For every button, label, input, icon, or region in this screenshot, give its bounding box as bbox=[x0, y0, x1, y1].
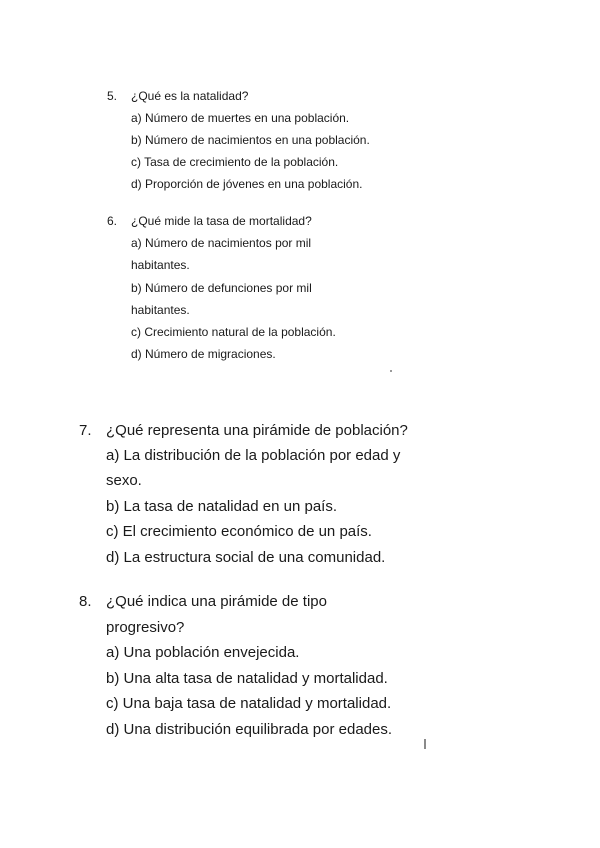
question-text-cont: progresivo? bbox=[106, 619, 185, 636]
question-text: ¿Qué indica una pirámide de tipo bbox=[106, 593, 327, 610]
option-b: b) Número de nacimientos en una población. bbox=[131, 133, 370, 147]
question-number: 7. bbox=[79, 422, 92, 439]
option-c: c) El crecimiento económico de un país. bbox=[106, 523, 372, 540]
option-b: b) La tasa de natalidad en un país. bbox=[106, 498, 338, 515]
question-number: 8. bbox=[79, 593, 92, 610]
option-a: a) Una población envejecida. bbox=[106, 644, 300, 661]
option-c: c) Una baja tasa de natalidad y mortalidad. bbox=[106, 695, 392, 712]
question-number: 5. bbox=[107, 89, 118, 103]
option-a-cont: sexo. bbox=[106, 472, 142, 489]
option-b-cont: habitantes. bbox=[131, 303, 190, 317]
cursor-mark bbox=[424, 739, 426, 749]
option-d: d) La estructura social de una comunidad. bbox=[106, 549, 386, 566]
option-c: c) Crecimiento natural de la población. bbox=[131, 325, 336, 339]
option-b: b) Una alta tasa de natalidad y mortalidad. bbox=[106, 670, 388, 687]
option-d: d) Una distribución equilibrada por edades. bbox=[106, 721, 393, 738]
question-number: 6. bbox=[107, 214, 118, 228]
scan-speck bbox=[390, 370, 392, 372]
option-c: c) Tasa de crecimiento de la población. bbox=[131, 155, 339, 169]
option-a: a) La distribución de la población por edad y bbox=[106, 447, 401, 464]
option-a: a) Número de muertes en una población. bbox=[131, 111, 350, 125]
option-b: b) Número de defunciones por mil bbox=[131, 281, 312, 295]
question-text: ¿Qué mide la tasa de mortalidad? bbox=[131, 214, 312, 228]
option-a: a) Número de nacimientos por mil bbox=[131, 236, 312, 250]
option-a-cont: habitantes. bbox=[131, 258, 190, 272]
question-text: ¿Qué representa una pirámide de población? bbox=[106, 422, 408, 439]
option-d: d) Proporción de jóvenes en una población. bbox=[131, 177, 363, 191]
question-text: ¿Qué es la natalidad? bbox=[131, 89, 249, 103]
option-d: d) Número de migraciones. bbox=[131, 347, 276, 361]
